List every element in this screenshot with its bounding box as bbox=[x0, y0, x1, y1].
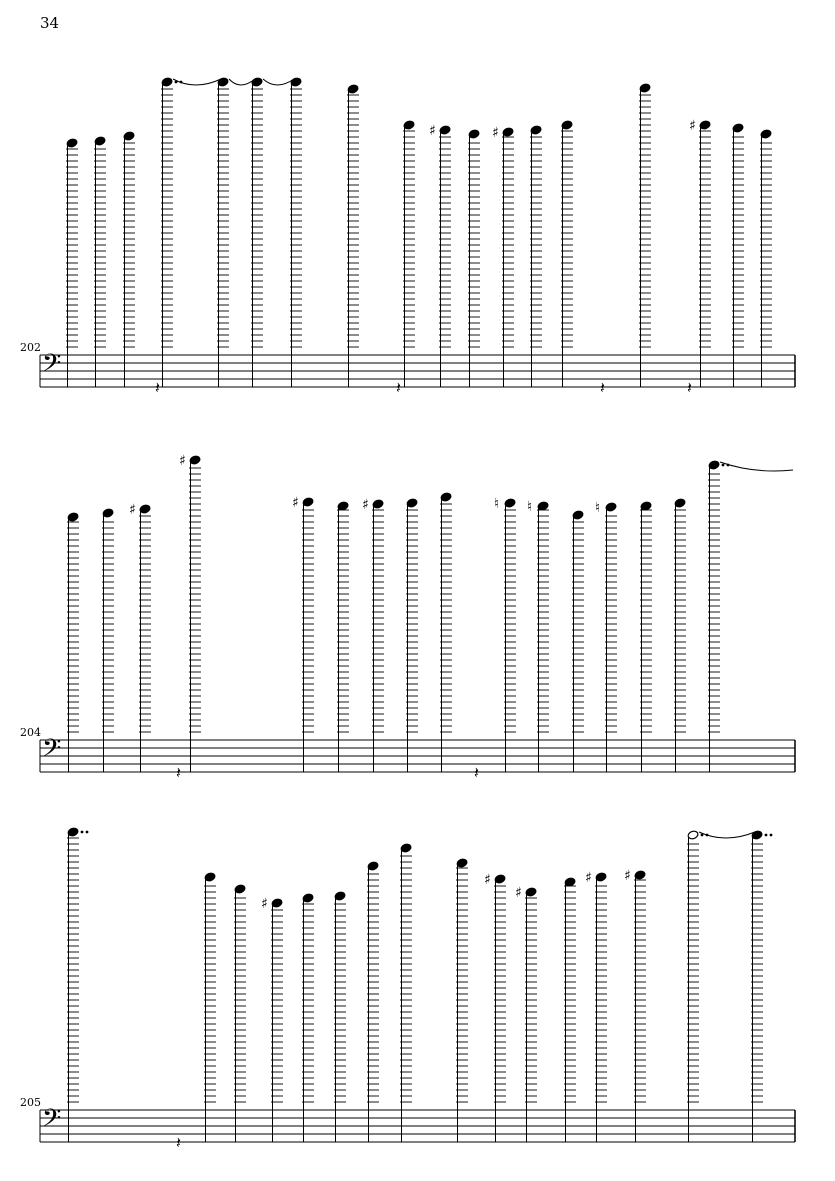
note bbox=[102, 508, 114, 772]
quarter-rest: 𝄽 bbox=[396, 378, 401, 397]
quarter-rest: 𝄽 bbox=[176, 763, 181, 782]
note bbox=[337, 501, 349, 772]
accidental: ♯ bbox=[129, 502, 136, 518]
quarter-rest: 𝄽 bbox=[687, 378, 692, 397]
note bbox=[129, 502, 151, 772]
quarter-rest: 𝄽 bbox=[155, 378, 160, 397]
note bbox=[367, 861, 379, 1142]
note bbox=[572, 510, 584, 772]
note bbox=[585, 870, 607, 1142]
note bbox=[530, 125, 542, 387]
note bbox=[403, 120, 415, 387]
duration-dot bbox=[81, 831, 84, 834]
note bbox=[67, 827, 88, 1142]
note bbox=[234, 884, 246, 1142]
tie bbox=[699, 832, 755, 838]
accidental: ♯ bbox=[585, 870, 592, 886]
tie bbox=[263, 79, 294, 85]
note bbox=[204, 872, 216, 1142]
note bbox=[732, 123, 744, 387]
accidental: ♯ bbox=[484, 872, 491, 888]
note bbox=[179, 453, 201, 772]
quarter-rest: 𝄽 bbox=[600, 378, 605, 397]
note bbox=[595, 500, 617, 772]
duration-dot bbox=[86, 831, 89, 834]
accidental: ♯ bbox=[429, 123, 436, 139]
note bbox=[624, 868, 646, 1142]
note bbox=[347, 84, 359, 387]
note bbox=[334, 891, 346, 1142]
note bbox=[561, 120, 573, 387]
note bbox=[564, 877, 576, 1142]
duration-dot bbox=[722, 464, 725, 467]
system-204 bbox=[40, 453, 795, 782]
measure-number-205: 205 bbox=[20, 1096, 41, 1109]
note bbox=[484, 872, 506, 1142]
note bbox=[217, 77, 229, 387]
measure-number-204: 204 bbox=[20, 726, 41, 739]
note bbox=[302, 893, 314, 1142]
accidental: ♮ bbox=[494, 496, 500, 512]
note bbox=[527, 499, 549, 772]
note bbox=[94, 136, 106, 387]
note bbox=[292, 495, 314, 772]
accidental: ♯ bbox=[292, 495, 299, 511]
note bbox=[639, 83, 651, 387]
tie bbox=[173, 79, 221, 85]
note bbox=[456, 858, 468, 1142]
note bbox=[290, 77, 302, 387]
note bbox=[760, 129, 772, 387]
page-number: 34 bbox=[40, 14, 60, 32]
accidental: ♯ bbox=[492, 125, 499, 141]
note bbox=[687, 830, 708, 1142]
note bbox=[161, 77, 182, 387]
tie bbox=[229, 79, 255, 85]
bass-clef: 𝄢 bbox=[42, 349, 62, 384]
note bbox=[751, 830, 772, 1142]
note bbox=[67, 512, 79, 772]
note bbox=[492, 125, 514, 387]
accidental: ♯ bbox=[362, 497, 369, 513]
accidental: ♯ bbox=[689, 118, 696, 134]
note bbox=[689, 118, 711, 387]
note bbox=[66, 138, 78, 387]
note bbox=[468, 129, 480, 387]
note bbox=[674, 498, 686, 772]
bass-clef: 𝄢 bbox=[42, 1104, 62, 1139]
measure-number-202: 202 bbox=[20, 341, 41, 354]
note bbox=[494, 496, 516, 772]
tie bbox=[720, 462, 793, 471]
note bbox=[429, 123, 451, 387]
note bbox=[406, 498, 418, 772]
note bbox=[251, 77, 263, 387]
accidental: ♯ bbox=[261, 896, 268, 912]
note bbox=[440, 492, 452, 772]
accidental: ♮ bbox=[595, 500, 601, 516]
note bbox=[515, 885, 537, 1142]
accidental: ♮ bbox=[527, 499, 533, 515]
note bbox=[400, 843, 412, 1142]
accidental: ♯ bbox=[179, 453, 186, 469]
duration-dot bbox=[770, 834, 773, 837]
accidental: ♯ bbox=[515, 885, 522, 901]
duration-dot bbox=[765, 834, 768, 837]
note bbox=[708, 460, 729, 772]
note bbox=[362, 497, 384, 772]
quarter-rest: 𝄽 bbox=[474, 763, 479, 782]
system-202 bbox=[40, 77, 795, 397]
bass-clef: 𝄢 bbox=[42, 734, 62, 769]
system-205 bbox=[40, 827, 795, 1152]
note bbox=[261, 896, 283, 1142]
note bbox=[640, 501, 652, 772]
quarter-rest: 𝄽 bbox=[176, 1133, 181, 1152]
accidental: ♯ bbox=[624, 868, 631, 884]
note bbox=[123, 131, 135, 387]
